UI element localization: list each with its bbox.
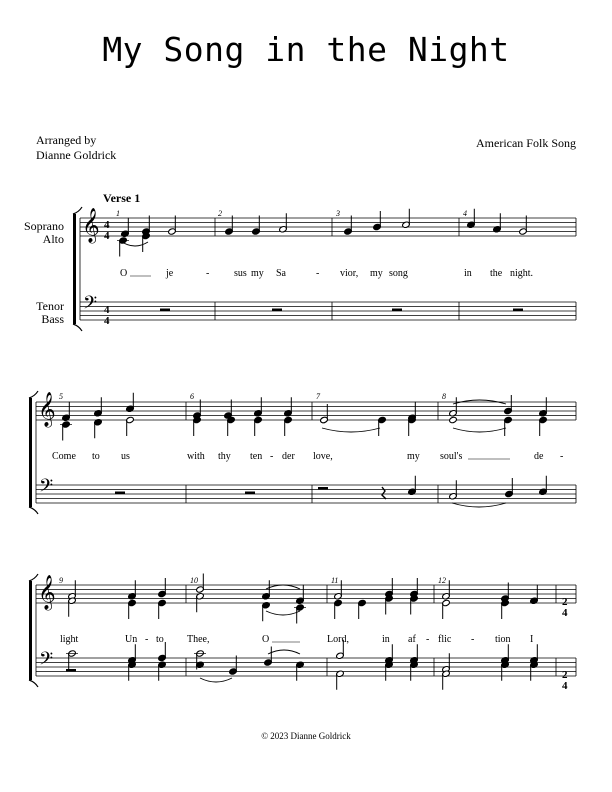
lyric-syllable: O (262, 634, 270, 645)
measure-number: 4 (463, 209, 467, 218)
lyric-syllable: der (282, 451, 295, 462)
lyric-syllable: us (121, 451, 130, 462)
lyric-syllable: - (206, 268, 210, 279)
slur (322, 428, 380, 432)
whole-rest (160, 309, 170, 312)
slur (200, 678, 232, 682)
system-brackets (29, 207, 82, 687)
page-title: My Song in the Night (102, 30, 510, 69)
whole-rest (392, 309, 402, 312)
arranger-name: Dianne Goldrick (36, 148, 117, 162)
measure-number: 9 (59, 576, 63, 585)
treble-clef-icon: 𝄞 (82, 208, 100, 243)
part-label-tenor: Tenor (36, 299, 64, 313)
lyric-syllable: flic (438, 634, 452, 645)
bass-clef-icon: 𝄢 (39, 649, 54, 674)
lyric-syllable: to (92, 451, 100, 462)
system-bracket (73, 214, 76, 324)
quarter-rest (382, 487, 386, 499)
system-bracket (29, 581, 32, 680)
bracket-hook (29, 574, 38, 581)
lyric-syllable: - (560, 451, 564, 462)
lyric-syllable: thy (218, 451, 231, 462)
whole-rest (115, 492, 125, 495)
lyric-syllable: Un (125, 634, 138, 645)
bracket-hook (29, 391, 38, 398)
measure-number: 6 (190, 392, 194, 401)
time-sig-top-bass: 4 (104, 304, 110, 316)
lyric-syllable: in (464, 268, 472, 279)
lyric-syllable: tion (495, 634, 511, 645)
slur (122, 242, 148, 246)
measure-number: 3 (336, 209, 340, 218)
lyric-syllable: light (60, 634, 79, 645)
part-label-bass: Bass (41, 312, 64, 326)
lyric-syllable: - (316, 268, 320, 279)
measure-number: 8 (442, 392, 446, 401)
notes (60, 209, 547, 690)
lyric-syllable: - (270, 451, 274, 462)
measure-number: 10 (190, 576, 198, 585)
section-label: Verse 1 (103, 191, 141, 205)
lyric-syllable: my (370, 268, 383, 279)
lyric-syllable: I (530, 634, 534, 645)
time-sig-top-treble: 4 (104, 219, 110, 231)
slur (266, 611, 300, 615)
slur (268, 650, 300, 654)
lyric-syllable: in (382, 634, 390, 645)
half-rest (66, 669, 76, 672)
lyric-syllable: soul's (440, 451, 463, 462)
lyric-syllable: vior, (340, 268, 359, 279)
lyric-syllable: - (471, 634, 475, 645)
composer-credit: American Folk Song (476, 136, 576, 150)
whole-rest (245, 492, 255, 495)
half-note (320, 416, 329, 423)
lyric-syllable: Sa (276, 268, 286, 279)
lyric-syllable: sus (234, 268, 247, 279)
measure-number: 12 (438, 576, 446, 585)
time-sig-change-bottom-bass: 4 (562, 680, 568, 692)
measure-number: 2 (218, 209, 222, 218)
lyric-syllable: je (166, 268, 174, 279)
lyric-syllable: night. (510, 268, 534, 279)
measure-number: 11 (331, 576, 339, 585)
part-label-soprano: Soprano (24, 219, 64, 233)
part-label-alto: Alto (42, 232, 64, 246)
half-note (449, 416, 458, 423)
half-rest (318, 487, 328, 490)
lyric-syllable: Thee, (187, 634, 210, 645)
slur (452, 503, 506, 507)
arranger-label: Arranged by (36, 133, 97, 147)
measure-number: 1 (116, 209, 120, 218)
copyright-footer: © 2023 Dianne Goldrick (261, 731, 351, 741)
bracket-hook (73, 207, 82, 214)
lyric-syllable: with (187, 451, 205, 462)
bracket-hook (29, 680, 38, 687)
time-sig-change-bottom-treble: 4 (562, 607, 568, 619)
lyric-syllable: ten (250, 451, 263, 462)
lyric-syllable: de (534, 451, 544, 462)
lyric-syllable: Come (52, 451, 76, 462)
time-sig-change-top-treble: 2 (562, 596, 568, 608)
slur (453, 428, 506, 432)
lyric-syllable: af (408, 634, 416, 645)
time-sig-change-top-bass: 2 (562, 669, 568, 681)
measure-number: 5 (59, 392, 63, 401)
slur (266, 585, 300, 589)
lyric-syllable: my (251, 268, 264, 279)
system-bracket (29, 398, 32, 507)
lyric-syllable: - (426, 634, 430, 645)
lyric-syllable: song (389, 268, 408, 279)
treble-clef-icon: 𝄞 (38, 392, 56, 427)
bracket-hook (73, 324, 82, 331)
time-sig-bottom-treble: 4 (104, 230, 110, 242)
whole-rest (513, 309, 523, 312)
lyric-syllable: love, (313, 451, 333, 462)
time-sig-bottom-bass: 4 (104, 315, 110, 327)
lyric-syllable: Lord, (327, 634, 349, 645)
lyric-syllable: - (145, 634, 149, 645)
measure-number: 7 (316, 392, 320, 401)
bass-clef-icon: 𝄢 (83, 293, 98, 318)
bracket-hook (29, 507, 38, 514)
lyric-syllable: to (156, 634, 164, 645)
bass-clef-icon: 𝄢 (39, 476, 54, 501)
lyric-syllable: my (407, 451, 420, 462)
lyric-syllable: O (120, 268, 128, 279)
lyric-syllable: the (490, 268, 503, 279)
treble-clef-icon: 𝄞 (38, 575, 56, 610)
whole-rest (272, 309, 282, 312)
